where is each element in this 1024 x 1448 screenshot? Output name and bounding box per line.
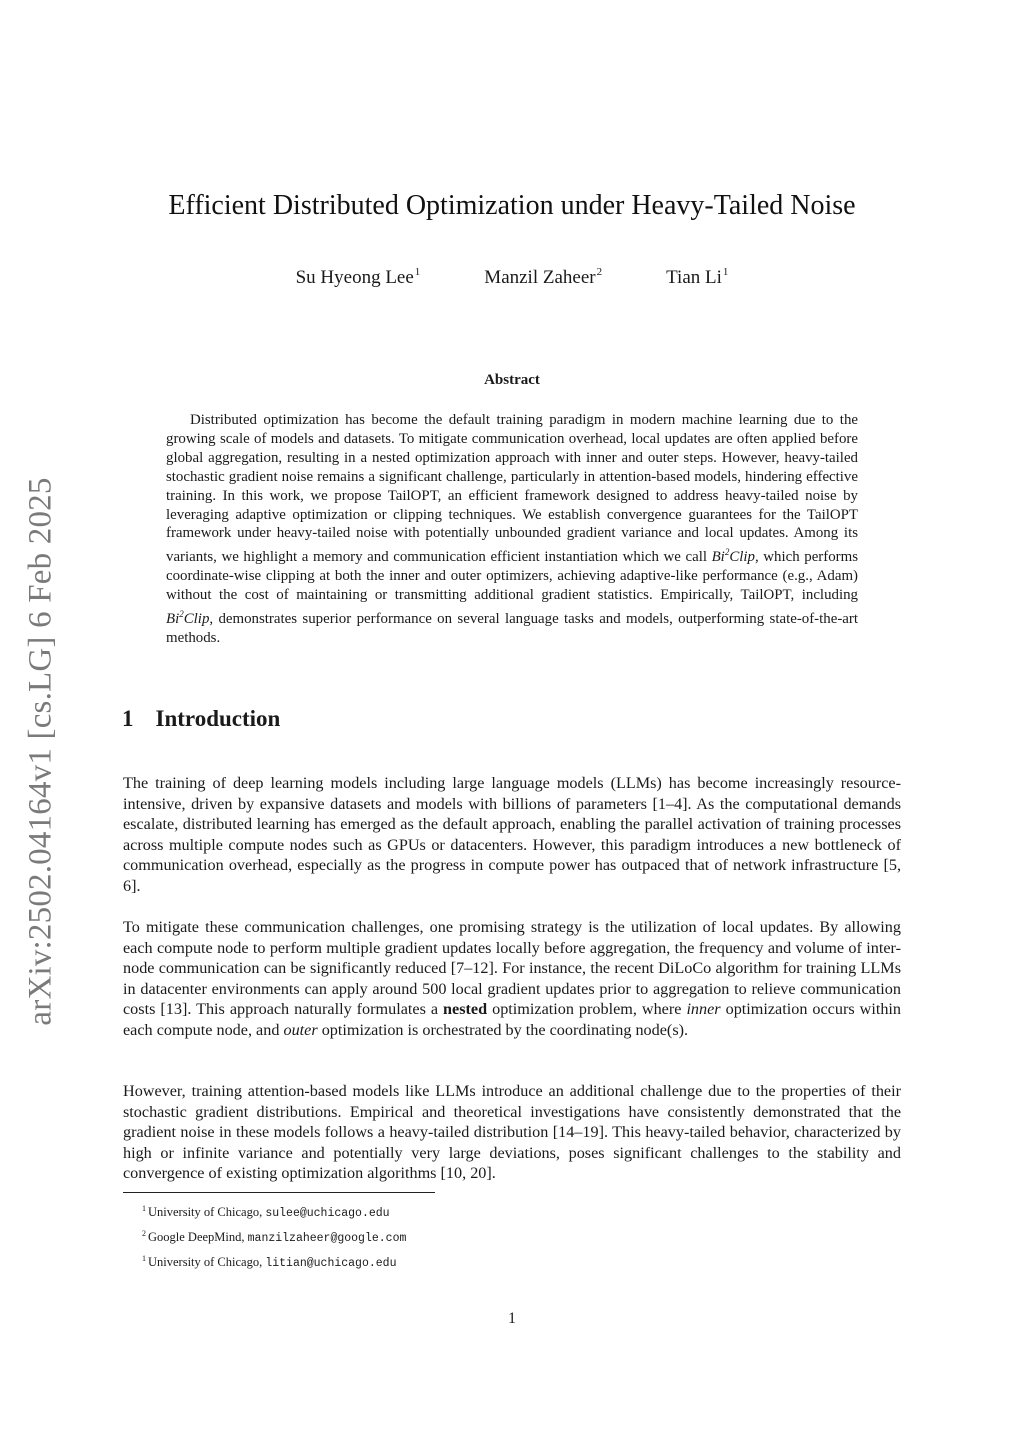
author-name: Su Hyeong Lee (295, 267, 414, 288)
footnote (142, 1199, 406, 1224)
paper-title: Efficient Distributed Optimization under Heavy-Tailed Noise (168, 190, 856, 221)
body-paragraph-2 (123, 917, 901, 1040)
footnote-text: University of Chicago, (148, 1205, 266, 1219)
abstract-text-2: , which performs coordinate-wise clipping at both the inner and outer optimizers, achieving adaptive-like performance (e.g., Adam) without the cost of maintaining or transmitting additional gradient statistics. Empirically, TailOPT, including (166, 549, 859, 604)
footnotes (142, 1199, 406, 1274)
method-name-suffix: Clip (183, 611, 210, 627)
abstract-heading: Abstract (484, 372, 540, 388)
emphasis-italic: inner (686, 1000, 721, 1018)
paragraph-text: optimization problem, where (487, 1000, 687, 1018)
footnote-mark: 2 (142, 1229, 146, 1238)
paragraph-text: optimization occurs within each compute node, and (123, 1000, 902, 1039)
emphasis-italic: outer (283, 1020, 318, 1039)
arxiv-identifier-stamp (20, 462, 62, 1040)
method-name-superscript: 2 (179, 609, 184, 620)
method-name-superscript: 2 (724, 547, 730, 558)
footnote-email: sulee@uchicago.edu (265, 1207, 390, 1220)
author (296, 266, 421, 289)
footnote-email: litian@uchicago.edu (265, 1257, 397, 1270)
footnote-mark: 1 (142, 1254, 146, 1263)
method-name (712, 549, 755, 565)
method-name-prefix: Bi (711, 549, 725, 566)
abstract-text-1: Distributed optimization has become the default training paradigm in modern machine learning due to the growing scale of models and datasets. To mitigate communication overhead, local updates are often applied before global aggregation, resulting in a nested optimization approach with inner and outer steps. However, heavy-tailed stochastic gradient noise remains a significant challenge, particularly in attention-based models, hindering effective training. In this work, we propose TailOPT, an efficient framework designed to address heavy-tailed noise by leveraging adaptive optimization or clipping techniques. We establish convergence guarantees for the TailOPT framework under heavy-tailed noise with potentially unbounded gradient variance and local updates. Among its variants, we highlight a memory and communication efficient instantiation which we call (166, 412, 858, 566)
footnote (142, 1224, 406, 1249)
author-affiliation-mark: 1 (722, 266, 729, 278)
paragraph-text: To mitigate these communication challenges, one promising strategy is the utilization of local updates. By allowing each compute node to perform multiple gradient updates locally before aggregation, the frequency and volume of inter-node communication can be significantly reduced [7–12]. For instance, the recent DiLoCo algorithm for training LLMs in datacenter environments can apply around 500 local gradient updates prior to aggregation to relieve communication costs [13]. This approach naturally formulates a (123, 918, 901, 1018)
author-name: Tian Li (666, 267, 722, 288)
body-paragraph-3: However, training attention-based models like LLMs introduce an additional challenge due to the properties of their stochastic gradient distributions. Empirical and theoretical investigations have consistently demonstrated that the gradient noise in these models follows a heavy-tailed distribution [14–19]. This heavy-tailed behavior, characterized by high or infinite variance and potentially very large deviations, poses significant challenges to the stability and convergence of existing optimization algorithms [10, 20]. (123, 1082, 901, 1182)
page-number: 1 (508, 1310, 516, 1327)
emphasis-bold: nested (443, 1000, 488, 1018)
footnote (142, 1249, 406, 1274)
abstract-body (166, 411, 858, 648)
footnote-text: University of Chicago, (148, 1255, 266, 1269)
method-name-suffix: Clip (729, 549, 755, 566)
footnote-text: Google DeepMind, (148, 1230, 248, 1244)
method-name (166, 611, 209, 627)
arxiv-identifier-text: arXiv:2502.04164v1 [cs.LG] 6 Feb 2025 (22, 476, 59, 1026)
author-affiliation-mark: 1 (414, 266, 421, 278)
author (666, 266, 728, 289)
author-affiliation-mark: 2 (596, 266, 603, 278)
body-paragraph-1: The training of deep learning models including large language models (LLMs) has become increasingly resource-intensive, driven by expansive datasets and models with billions of parameters [1–4]. As the computational demands escalate, distributed learning has emerged as the default approach, enabling the parallel activation of training processes across multiple compute nodes such as GPUs or datacenters. However, this paradigm introduces a new bottleneck of communication overhead, especially as the progress in compute power has outpaced that of network infrastructure [5, 6]. (123, 774, 901, 895)
section-title: Introduction (155, 706, 281, 731)
paragraph-text: optimization is orchestrated by the coordinating node(s). (317, 1020, 689, 1039)
footnote-mark: 1 (142, 1204, 146, 1213)
author (484, 266, 602, 289)
author-name: Manzil Zaheer (484, 267, 596, 288)
section-number: 1 (122, 706, 134, 731)
abstract-text-3: , demonstrates superior performance on several language tasks and models, outperforming state-of-the-art methods. (166, 611, 858, 646)
method-name-prefix: Bi (166, 611, 180, 627)
footnote-divider (123, 1192, 435, 1193)
footnote-email: manzilzaheer@google.com (247, 1232, 407, 1245)
section-heading-introduction (122, 706, 280, 732)
author-list (0, 266, 1024, 289)
